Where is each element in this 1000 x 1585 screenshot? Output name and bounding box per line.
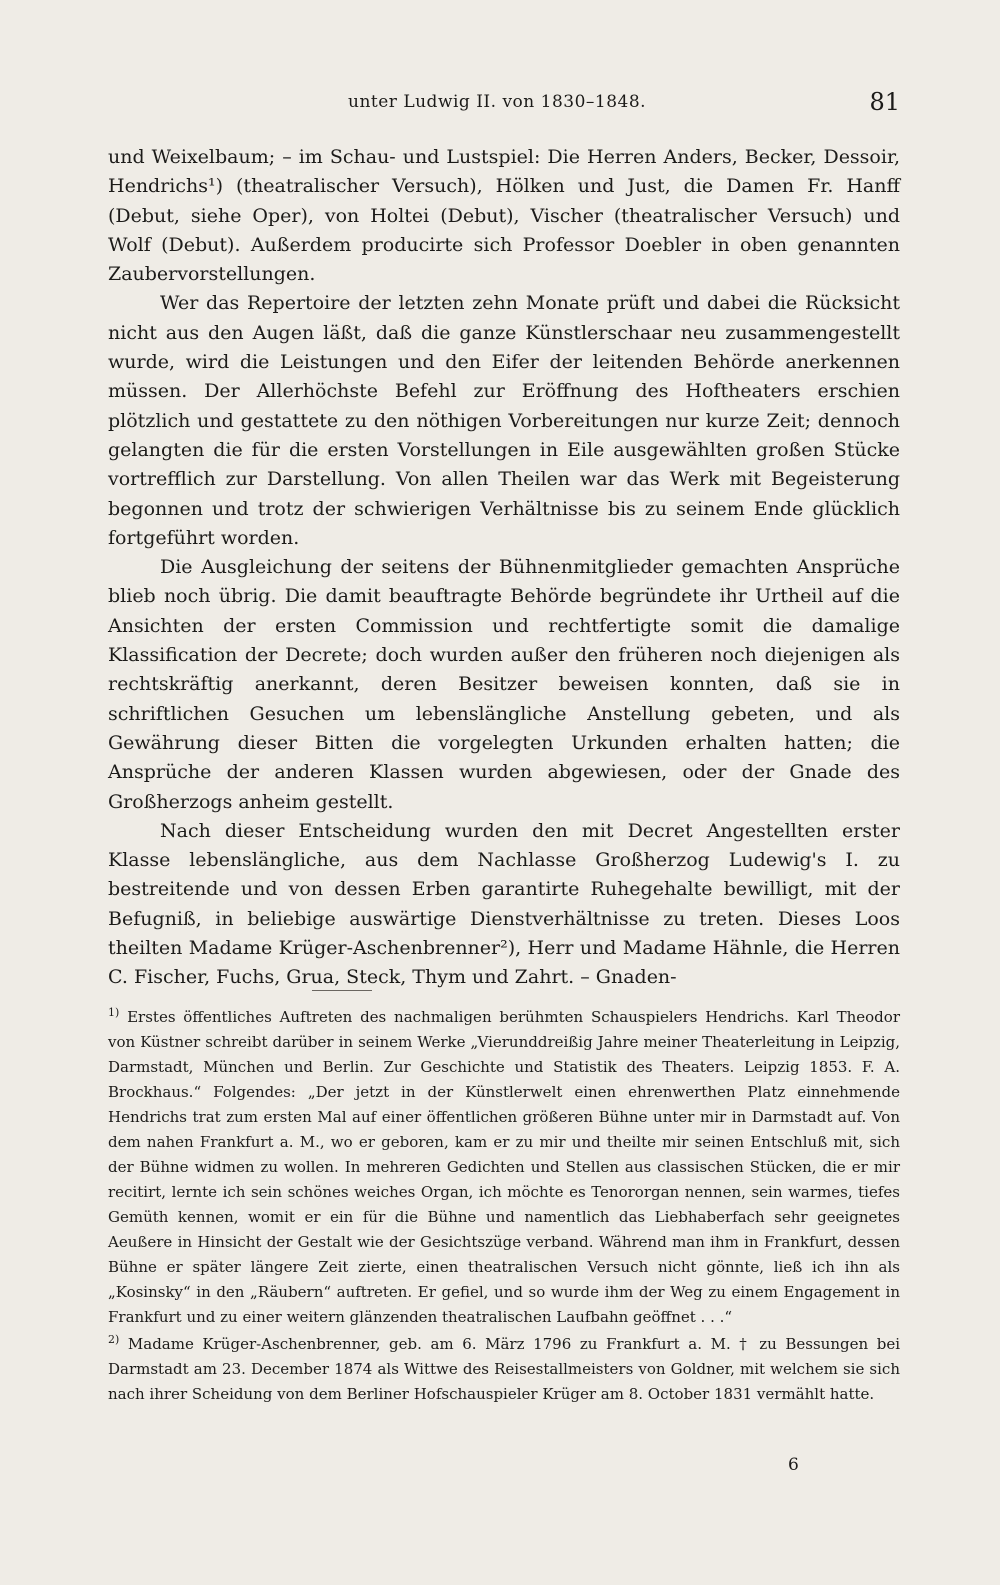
footnote-text: Erstes öffentliches Auftreten des nachmaligen berühmten Schauspielers Hendrichs. Karl Theodor von Küstner schreibt darüber in seinem Werke „Vierunddreißig Jahre meiner Theaterleitung in Leipzig, Darmstadt, München und Berlin. Zur Geschichte und Statistik des Theaters. Leipzig 1853. F. A. Brockhaus.“ Folgendes: „Der jetzt in der Künstlerwelt einen ehrenwerthen Platz einnehmende Hendrichs trat zum ersten Mal auf einer öffentlichen größeren Bühne unter mir in Darmstadt auf. Von dem nahen Frankfurt a. M., wo er geboren, kam er zu mir und theilte mir seinen Entschluß mit, sich der Bühne widmen zu wollen. In mehreren Gedichten und Stellen aus classischen Stücken, die er mir recitirt, lernte ich sein schönes weiches Organ, ich möchte es Tenororgan nennen, sein warmes, tiefes Gemüth kennen, womit er ein für die Bühne und namentlich das Liebhaberfach sehr geeignetes Aeußere in Hinsicht der Gestalt wie der Gesichtszüge verband. Während man ihm in Frankfurt, dessen Bühne er später längere Zeit zierte, einen theatralischen Versuch nicht gönnte, ließ ich ihn als „Kosinsky“ in den „Räubern“ auftreten. Er gefiel, und so wurde ihm der Weg zu einem Engagement in Frankfurt und zu einer weitern glänzenden theatralischen Laufbahn geöffnet . . .“ [108,1008,900,1326]
page-header [108,88,900,122]
footnote-divider [312,990,372,991]
body-paragraph: Nach dieser Entscheidung wurden den mit Decret Angestellten erster Klasse lebenslängliche, aus dem Nachlasse Großherzog Ludewig's I. zu bestreitende und von dessen Erben garantirte Ruhegehalte bewilligt, mit der Befugniß, in beliebige auswärtige Dienstverhältnisse zu treten. Dieses Loos theilten Madame Krüger-Aschenbrenner²), Herr und Madame Hähnle, die Herren C. Fischer, Fuchs, Grua, Steck, Thym und Zahrt. – Gnaden- [108,819,900,989]
footnote-marker: 1) [108,1006,120,1019]
body-paragraph: und Weixelbaum; – im Schau- und Lustspiel: Die Herren Anders, Becker, Dessoir, Hendrichs¹) (theatralischer Versuch), Hölken und Just, die Damen Fr. Hanff (Debut, siehe Oper), von Holtei (Debut), Vischer (theatralischer Versuch) und Wolf (Debut). Außerdem producirte sich Professor Doebler in oben genannten Zaubervorstellungen. [108,146,900,286]
footnote-item [108,1332,900,1407]
footnotes [108,1005,900,1409]
main-text [108,143,900,993]
footnote-text: Madame Krüger-Aschenbrenner, geb. am 6. März 1796 zu Frankfurt a. M. † zu Bessungen bei Darmstadt am 23. December 1874 als Wittwe des Reisestallmeisters von Goldner, mit welchem sie sich nach ihrer Scheidung von dem Berliner Hofschauspieler Krüger am 8. October 1831 vermählt hatte. [108,1335,900,1403]
signature-mark: 6 [788,1455,799,1475]
page-number: 81 [869,88,900,116]
body-paragraph: Die Ausgleichung der seitens der Bühnenmitglieder gemachten Ansprüche blieb noch übrig. Die damit beauftragte Behörde begründete ihr Urtheil auf die Ansichten der ersten Commission und rechtfertigte somit die damalige Klassification der Decrete; doch wurden außer den früheren noch diejenigen als rechtskräftig anerkannt, deren Besitzer beweisen konnten, daß sie in schriftlichen Gesuchen um lebenslängliche Anstellung gebeten, und als Gewährung dieser Bitten die vorgelegten Urkunden erhalten hatten; die Ansprüche der anderen Klassen wurden abgewiesen, oder der Gnade des Großherzogs anheim gestellt. [108,556,900,813]
running-title: unter Ludwig II. von 1830–1848. [348,92,647,112]
footnote-item [108,1005,900,1330]
footnote-marker: 2) [108,1333,120,1346]
body-paragraph: Wer das Repertoire der letzten zehn Monate prüft und dabei die Rücksicht nicht aus den Augen läßt, daß die ganze Künstlerschaar neu zusammengestellt wurde, wird die Leistungen und den Eifer der leitenden Behörde anerkennen müssen. Der Allerhöchste Befehl zur Eröffnung des Hoftheaters erschien plötzlich und gestattete zu den nöthigen Vorbereitungen nur kurze Zeit; dennoch gelangten die für die ersten Vorstellungen in Eile ausgewählten großen Stücke vortrefflich zur Darstellung. Von allen Theilen war das Werk mit Begeisterung begonnen und trotz der schwierigen Verhältnisse bis zu seinem Ende glücklich fortgeführt worden. [108,292,900,549]
